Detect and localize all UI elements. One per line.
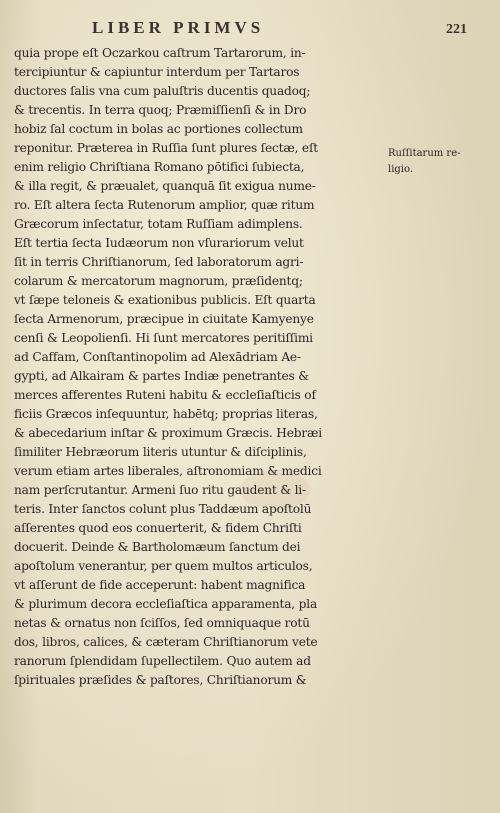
text-line: reponitur. Præterea in Ruſſia ſunt plures ſectæ, eſt [14,141,318,155]
body-text-block [14,44,384,690]
text-line: ro. Eſt altera ſecta Rutenorum amplior, quæ ritum [14,198,315,212]
text-line: ficiis Græcos inſequuntur, habētq; proprias literas, [14,407,318,421]
text-line: docuerit. Deinde & Bartholomæum ſanctum dei [14,540,301,554]
running-title: LIBER PRIMVS [92,18,265,37]
text-line: ad Caffam, Conſtantinopolim ad Alexādriam Ae‑ [14,350,301,364]
text-line: & illa regit, & præualet, quanquā ſit exigua nume‑ [14,179,316,193]
text-line: merces afferentes Ruteni habitu & eccleſiaſticis of [14,388,316,402]
marginal-note-line: Ruſſitarum re‑ [388,148,461,159]
text-line: ſpirituales præſides & paſtores, Chriſtianorum & [14,673,307,687]
folio-number: 221 [446,22,467,37]
text-line: ſecta Armenorum, præcipue in ciuitate Kamyenye [14,312,314,326]
text-line: apoſtolum venerantur, per quem multos articulos, [14,559,313,573]
text-line: & plurimum decora eccleſiaſtica apparamenta, pla [14,597,318,611]
text-line: Eſt tertia ſecta Iudæorum non vſurariorum velut [14,236,304,250]
marginal-note-line: ligio. [388,164,414,175]
text-line: colarum & mercatorum magnorum, præſidentq; [14,274,303,288]
text-line: teris. Inter ſanctos colunt plus Taddæum apoſtolū [14,502,312,516]
text-line: quia prope eſt Oczarkou caſtrum Tartarorum, in‑ [14,46,306,60]
text-line: & trecentis. In terra quoq; Præmiſſienſi & in Dro [14,103,307,117]
text-line: ſimiliter Hebræorum literis utuntur & diſciplinis, [14,445,307,459]
text-line: Græcorum inſectatur, totam Ruſſiam adimplens. [14,217,303,231]
text-line: gypti, ad Alkairam & partes Indiæ penetrantes & [14,369,309,383]
text-line: tercipiuntur & capiuntur interdum per Tartaros [14,65,300,79]
text-line: hobiz ſal coctum in bolas ac portiones collectum [14,122,303,136]
text-line: ranorum ſplendidam ſupellectilem. Quo autem ad [14,654,311,668]
text-line: netas & ornatus non ſciſſos, ſed omniquaque rotū [14,616,310,630]
text-line: nam perſcrutantur. Armeni ſuo ritu gaudent & li‑ [14,483,306,497]
text-line: & abecedarium inſtar & proximum Græcis. Hebræi [14,426,322,440]
text-line: verum etiam artes liberales, aſtronomiam & medici [14,464,322,478]
marginal-note [388,146,496,178]
text-line: dos, libros, calices, & cæteram Chriſtianorum vete [14,635,318,649]
text-line: aſſerentes quod eos conuerterit, & fidem Chriſti [14,521,302,535]
text-line: vt aſſerunt de fide acceperunt: habent magnifica [14,578,306,592]
text-line: cenſi & Leopolienſi. Hi ſunt mercatores peritiſſimi [14,331,313,345]
text-line: ſit in terris Chriſtianorum, ſed laboratorum agri‑ [14,255,304,269]
text-line: enim religio Chriſtiana Romano pōtifici ſubiecta, [14,160,305,174]
text-line: ductores ſalis vna cum paluſtris ducentis quadoq; [14,84,311,98]
text-line: vt ſæpe teloneis & exationibus publicis. Eſt quarta [14,293,316,307]
